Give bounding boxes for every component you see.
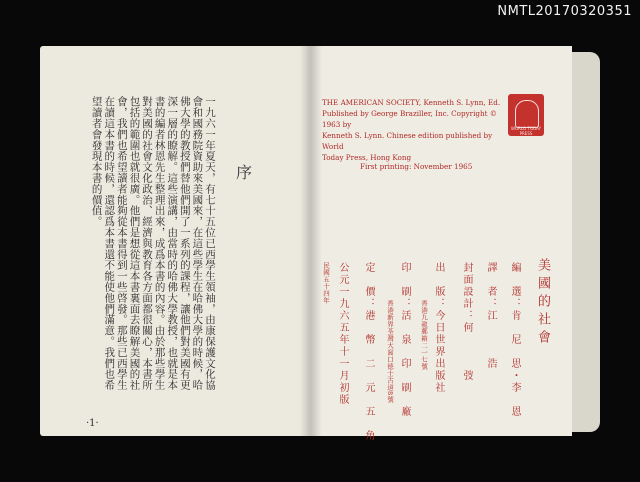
colophon-publisher: 出 版：今日世界出版社 [433, 262, 444, 394]
book-title: 美國的社會 [535, 258, 550, 348]
copyright-line: Today Press, Hong Kong [322, 153, 412, 162]
first-printing: First printing: November 1965 [360, 162, 473, 171]
colophon-printer-address: 香港新界荃灣大窩口德士古道8號 [386, 300, 394, 403]
catalog-id: NMTL20170320351 [497, 4, 632, 19]
colophon-cover-design: 封面設計：何 弢 [461, 262, 472, 382]
preface-text: 一九六一年夏天，有七十五位已西學生領袖，由康保護文化協會和國務院資助來美國來，在這些學生在哈佛大學的時候，哈佛大學的教授們替他們開了一系列的課程，讓他們對美國有更深一層的瞭解。這些演講，由當時的哈佛大學教授，也就是本書的編者林恩先生整理出來，成爲本書的內容。由於那些學生對美國的社會文化政治、經濟與教育各方面都很關心，本書所包括的範圍也就很廣。他們是想從這本書裏面去瞭解美國的社會，我們也希望讀者能夠從本書得到一些啓發。那些已西學生在讀這本書的時候，還認爲本書還不能使他們滿意。我們也希望讀者會發現本書的價值。 [90, 96, 216, 391]
copyright-block [322, 97, 502, 163]
copyright-line: THE AMERICAN SOCIETY, Kenneth S. Lynn, Ed. [322, 98, 501, 107]
copyright-line: Kenneth S. Lynn. Chinese edition published by World [322, 131, 493, 151]
colophon-translator: 譯 者：江 浩 [485, 262, 496, 370]
page-number: ·1· [86, 418, 99, 429]
colophon-era-date: 民國五十四年 [322, 262, 330, 304]
seal-text: WORLD TODAY PRESS [511, 126, 541, 136]
publisher-seal-logo [508, 94, 544, 136]
colophon-date: 公元一九六五年十一月初版 [337, 262, 348, 406]
colophon-editor: 編 選：肯 尼 思・李 恩 [509, 262, 520, 418]
seal-emblem-icon [515, 100, 539, 128]
colophon-publisher-address: 香港九龍郵箱二一七號 [420, 300, 428, 370]
book-gutter [300, 46, 322, 436]
preface-title: 序 [236, 163, 253, 182]
colophon-printer: 印 刷：活 泉 印 刷 廠 [399, 262, 410, 418]
copyright-line: Published by George Braziller, Inc. Copyright © 1963 by [322, 109, 497, 129]
colophon-price: 定 價：港 幣 二 元 五 角 [363, 262, 374, 442]
